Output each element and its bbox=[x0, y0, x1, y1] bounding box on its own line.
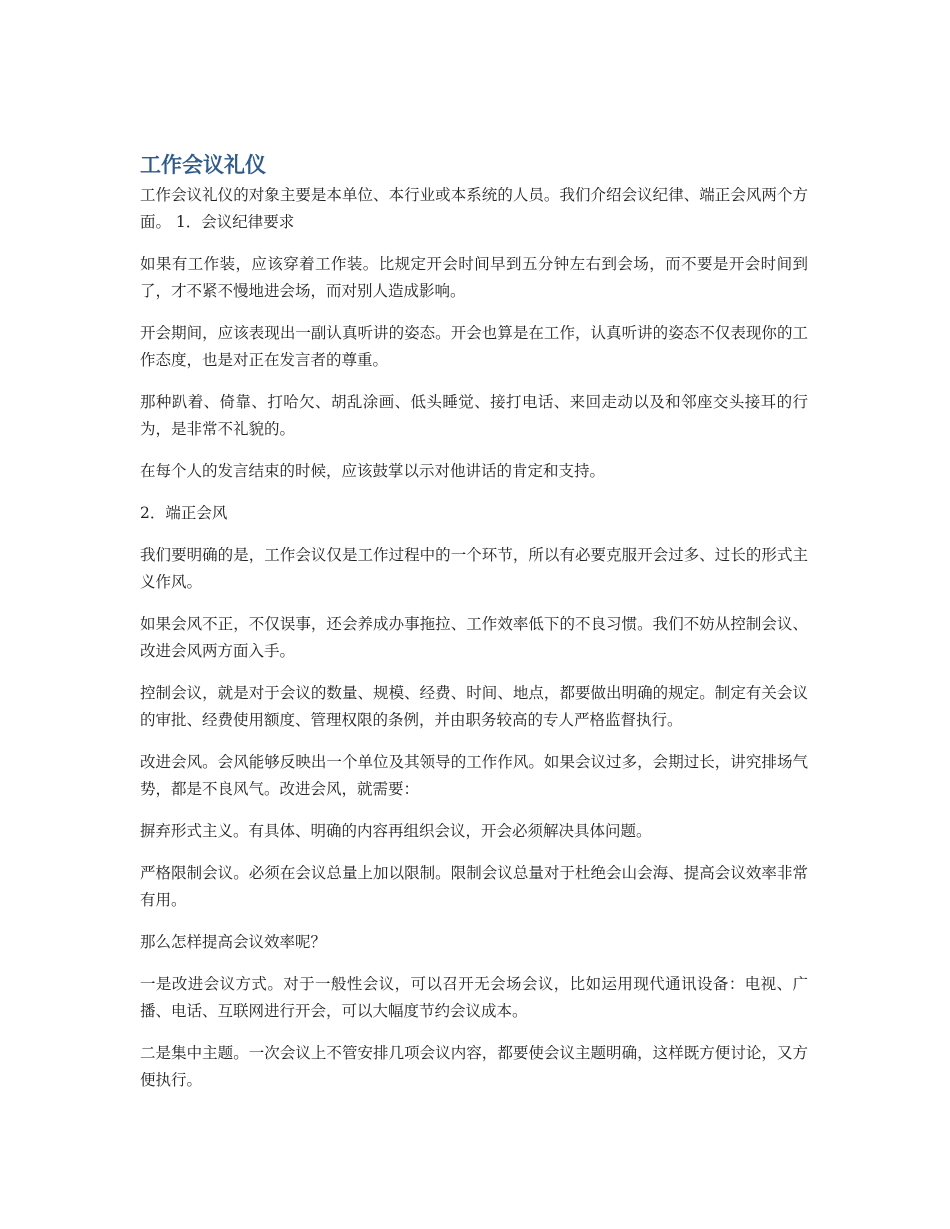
document-title: 工作会议礼仪 bbox=[140, 153, 266, 177]
paragraph: 如果有工作装，应该穿着工作装。比规定开会时间早到五分钟左右到会场，而不要是开会时间到了，才不紧不慢地进会场，而对别人造成影响。 bbox=[140, 255, 808, 300]
paragraph: 我们要明确的是，工作会议仅是工作过程中的一个环节，所以有必要克服开会过多、过长的形式主义作风。 bbox=[140, 546, 808, 591]
paragraph: 二是集中主题。一次会议上不管安排几项会议内容，都要使会议主题明确，这样既方便讨论，又方便执行。 bbox=[140, 1044, 808, 1089]
paragraph: 在每个人的发言结束的时候，应该鼓掌以示对他讲话的肯定和支持。 bbox=[140, 462, 606, 480]
paragraph: 摒弃形式主义。有具体、明确的内容再组织会议，开会必须解决具体问题。 bbox=[140, 822, 652, 840]
paragraph: 一是改进会议方式。对于一般性会议，可以召开无会场会议，比如运用现代通讯设备：电视、广播、电话、互联网进行开会，可以大幅度节约会议成本。 bbox=[140, 975, 808, 1020]
section-heading: 2．端正会风 bbox=[140, 504, 228, 522]
paragraph: 控制会议，就是对于会议的数量、规模、经费、时间、地点，都要做出明确的规定。制定有关会议的审批、经费使用额度、管理权限的条例，并由职务较高的专人严格监督执行。 bbox=[140, 684, 808, 729]
paragraph: 如果会风不正，不仅误事，还会养成办事拖拉、工作效率低下的不良习惯。我们不妨从控制会议、改进会风两方面入手。 bbox=[140, 615, 808, 660]
document-page bbox=[140, 150, 808, 1109]
paragraph: 开会期间，应该表现出一副认真听讲的姿态。开会也算是在工作，认真听讲的姿态不仅表现你的工作态度，也是对正在发言者的尊重。 bbox=[140, 324, 808, 369]
paragraph: 改进会风。会风能够反映出一个单位及其领导的工作作风。如果会议过多，会期过长，讲究排场气势，都是不良风气。改进会风，就需要： bbox=[140, 753, 808, 798]
paragraph: 那种趴着、倚靠、打哈欠、胡乱涂画、低头睡觉、接打电话、来回走动以及和邻座交头接耳的行为，是非常不礼貌的。 bbox=[140, 393, 808, 438]
paragraph-intro: 工作会议礼仪的对象主要是本单位、本行业或本系统的人员。我们介绍会议纪律、端正会风两个方面。 1．会议纪律要求 bbox=[140, 186, 808, 231]
paragraph: 严格限制会议。必须在会议总量上加以限制。限制会议总量对于杜绝会山会海、提高会议效率非常有用。 bbox=[140, 864, 808, 909]
paragraph: 那么怎样提高会议效率呢？ bbox=[140, 933, 327, 951]
